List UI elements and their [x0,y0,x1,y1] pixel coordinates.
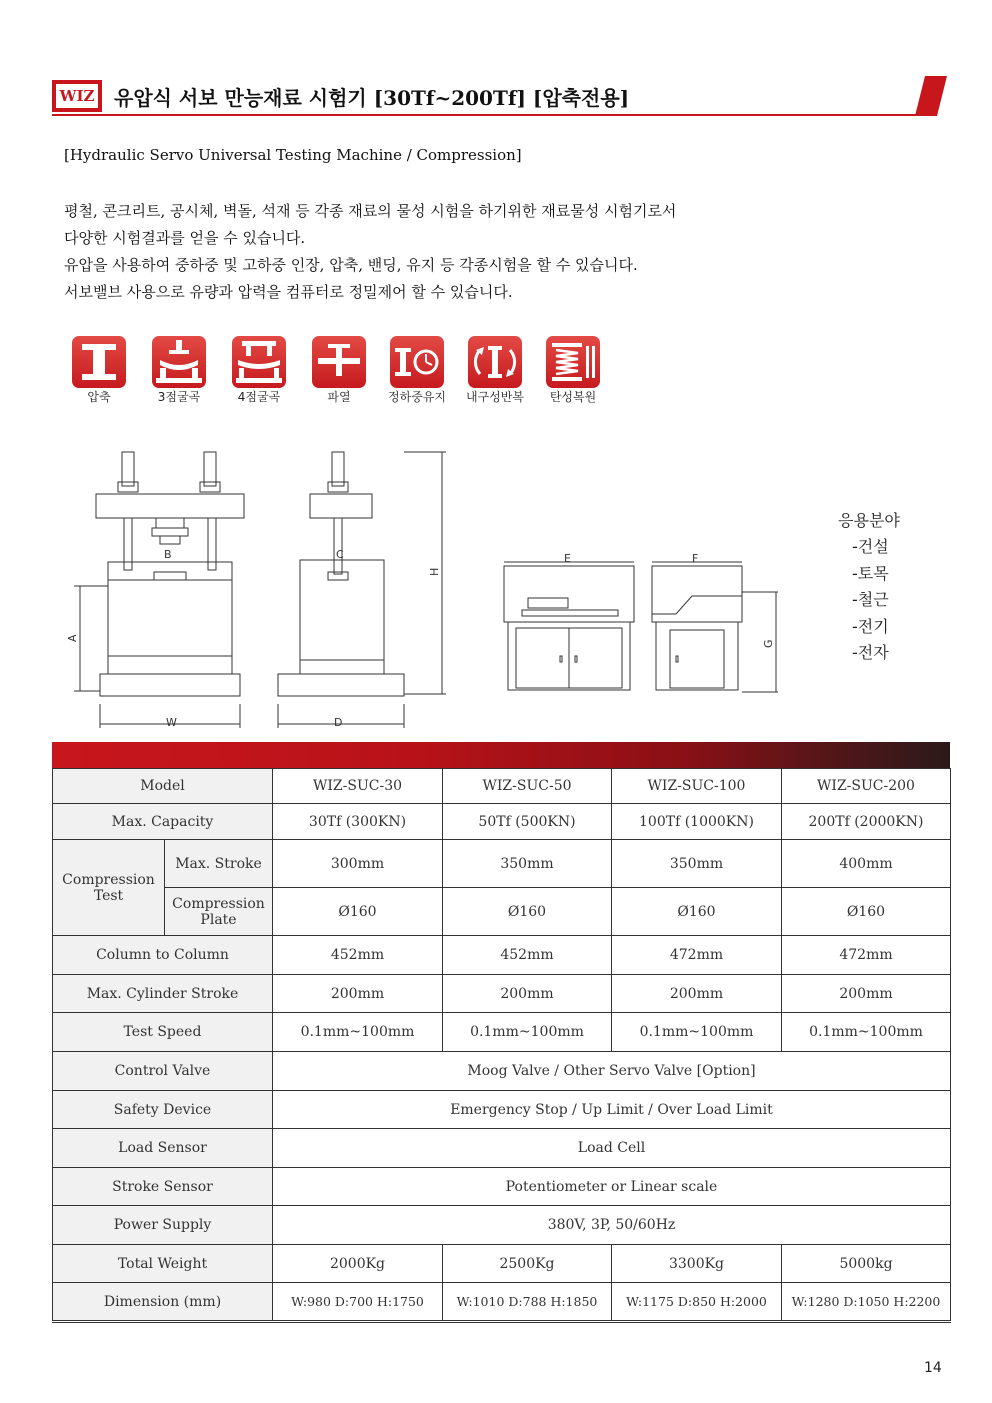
row-group-label: Compression Test [53,840,165,936]
dim-label-d: D [334,716,343,729]
table-row [53,1245,951,1283]
page-title: 유압식 서보 만능재료 시험기 [30Tf~200Tf] [압축전용] [114,86,630,110]
row-label: Model [53,769,273,804]
test-icon-label: 파열 [327,390,351,404]
row-label: Max. Capacity [53,804,273,840]
table-cell: 452mm [443,936,612,975]
table-cell: W:1175 D:850 H:2000 [612,1283,782,1322]
table-row [53,975,951,1013]
table-cell: W:980 D:700 H:1750 [273,1283,443,1322]
test-icon-static-load-hold [388,336,446,404]
description-line: 유압을 사용하여 중하중 및 고하중 인장, 압축, 밴딩, 유지 등 각종시험을 할 수 있습니다. [64,256,638,274]
applications-title: 응용분야 [838,511,900,530]
application-item: -건설 [852,537,889,556]
spec-table [52,768,951,1323]
test-icon-label: 4점굴곡 [237,390,281,404]
table-cell: 200mm [273,975,443,1013]
table-cell: 472mm [782,936,951,975]
table-cell: 30Tf (300KN) [273,804,443,840]
table-cell: 380V, 3P, 50/60Hz [273,1206,951,1245]
wiz-logo [52,80,102,112]
front-view [74,452,244,728]
description-line: 평철, 콘크리트, 공시체, 벽돌, 석재 등 각종 재료의 물성 시험을 하기위한 재료물성 시험기로서 [64,202,677,220]
description-line: 다양한 시험결과를 얻을 수 있습니다. [64,229,306,247]
dim-label-a: A [66,634,79,642]
compression-icon [72,336,126,388]
elastic-recovery-icon [546,336,600,388]
table-cell: Potentiometer or Linear scale [273,1168,951,1206]
dimension-letters [66,548,775,729]
table-row [53,804,951,840]
side-view [278,452,446,728]
machine-technical-drawing [52,446,792,736]
table-cell: W:1010 D:788 H:1850 [443,1283,612,1322]
table-row [53,840,951,888]
test-icon-three-point-bending [150,336,208,404]
table-header-bar [52,742,950,768]
model-cell: WIZ-SUC-100 [612,769,782,804]
row-label: Safety Device [53,1091,273,1129]
page-number: 14 [924,1360,942,1376]
table-row [53,1013,951,1052]
application-item: -전기 [852,616,889,636]
test-icon-label: 압축 [87,390,111,404]
test-icon-compression [70,336,128,404]
table-cell: 472mm [612,936,782,975]
table-cell: 0.1mm~100mm [782,1013,951,1052]
table-cell: 2500Kg [443,1245,612,1283]
table-row [53,1091,951,1129]
table-row [53,1283,951,1322]
table-row [53,1129,951,1168]
application-item: -철근 [852,590,889,609]
applications-list [838,508,900,667]
table-row [53,769,951,804]
test-icon-four-point-bending [230,336,288,404]
test-icon-durability-cycle [466,336,524,404]
description [64,198,676,306]
table-cell: 100Tf (1000KN) [612,804,782,840]
application-item: -전자 [852,643,889,662]
model-cell: WIZ-SUC-200 [782,769,951,804]
row-label: Column to Column [53,936,273,975]
four-point-bending-icon [232,336,286,388]
dim-label-h: H [428,567,441,576]
table-cell: 400mm [782,840,951,888]
test-icon-label: 탄성복원 [549,390,597,404]
table-cell: 200mm [612,975,782,1013]
row-label: Compression Plate [165,888,273,936]
table-cell: Ø160 [443,888,612,936]
test-icon-label: 내구성반복 [466,390,524,404]
table-cell: 5000kg [782,1245,951,1283]
table-cell: 350mm [443,840,612,888]
table-cell: 200Tf (2000KN) [782,804,951,840]
dim-label-b: B [164,548,172,561]
dim-label-f: F [692,552,699,565]
table-row [53,1206,951,1245]
table-cell: 200mm [443,975,612,1013]
model-cell: WIZ-SUC-30 [273,769,443,804]
test-icon-burst [310,336,368,404]
dim-label-g: G [762,639,775,648]
row-label: Stroke Sensor [53,1168,273,1206]
dim-label-c: C [336,548,344,561]
table-cell: W:1280 D:1050 H:2200 [782,1283,951,1322]
header-underline [52,114,922,116]
table-cell: 300mm [273,840,443,888]
table-cell: 200mm [782,975,951,1013]
table-cell: 3300Kg [612,1245,782,1283]
row-label: Power Supply [53,1206,273,1245]
table-cell: 2000Kg [273,1245,443,1283]
table-cell: 350mm [612,840,782,888]
dim-label-e: E [564,552,571,565]
description-line: 서보밸브 사용으로 유량과 압력을 컴퓨터로 정밀제어 할 수 있습니다. [64,283,513,301]
model-cell: WIZ-SUC-50 [443,769,612,804]
logo-text: WIZ [56,84,98,108]
test-icon-label: 정하중유지 [388,390,446,404]
test-icon-label: 3점굴곡 [157,390,201,404]
three-point-bending-icon [152,336,206,388]
burst-icon [312,336,366,388]
table-cell: Moog Valve / Other Servo Valve [Option] [273,1052,951,1091]
row-label: Dimension (mm) [53,1283,273,1322]
table-cell: 50Tf (500KN) [443,804,612,840]
table-row [53,1052,951,1091]
table-cell: 452mm [273,936,443,975]
static-load-hold-icon [390,336,444,388]
table-cell: Load Cell [273,1129,951,1168]
table-row [53,888,951,936]
table-cell: 0.1mm~100mm [612,1013,782,1052]
table-cell: 0.1mm~100mm [443,1013,612,1052]
table-row [53,1168,951,1206]
table-row [53,936,951,975]
test-icon-elastic-recovery [544,336,602,404]
table-cell: Emergency Stop / Up Limit / Over Load Limit [273,1091,951,1129]
application-item: -토목 [852,563,889,583]
row-label: Load Sensor [53,1129,273,1168]
table-cell: Ø160 [273,888,443,936]
row-label: Total Weight [53,1245,273,1283]
dim-label-w: W [166,716,177,729]
header-accent-slash [915,76,947,116]
english-subtitle: [Hydraulic Servo Universal Testing Machine / Compression] [64,146,522,164]
durability-cycle-icon [468,336,522,388]
controller-side-view [652,562,778,692]
row-label: Max. Stroke [165,840,273,888]
row-label: Control Valve [53,1052,273,1091]
controller-front-view [504,562,634,690]
table-cell: Ø160 [612,888,782,936]
page-header [52,72,942,118]
table-cell: Ø160 [782,888,951,936]
table-cell: 0.1mm~100mm [273,1013,443,1052]
row-label: Max. Cylinder Stroke [53,975,273,1013]
row-label: Test Speed [53,1013,273,1052]
